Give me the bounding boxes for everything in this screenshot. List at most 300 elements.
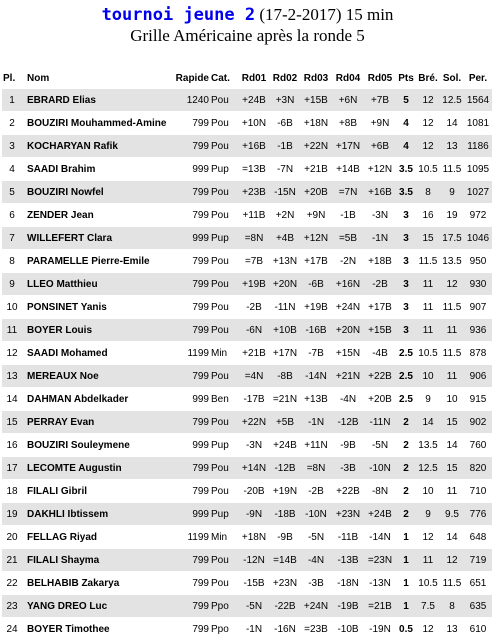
cell-name: BOUZIRI Souleymene bbox=[27, 439, 130, 451]
cell-category: Ben bbox=[211, 393, 229, 405]
cell-rd05: +15B bbox=[368, 324, 392, 336]
table-row bbox=[2, 227, 492, 250]
cell-points: 4 bbox=[403, 140, 409, 152]
table-row bbox=[2, 296, 492, 319]
table-row bbox=[2, 181, 492, 204]
cell-solkoff: 12.5 bbox=[442, 94, 462, 106]
cell-rd01: -3N bbox=[245, 439, 263, 451]
cell-points: 2.5 bbox=[399, 370, 413, 382]
cell-place: 8 bbox=[9, 255, 15, 267]
cell-category: Pou bbox=[211, 462, 229, 474]
cell-name: ZENDER Jean bbox=[27, 209, 94, 221]
cell-name: BOUZIRI Nowfel bbox=[27, 186, 104, 198]
cell-rd05: -5N bbox=[371, 439, 389, 451]
cell-solkoff: 9 bbox=[449, 186, 455, 198]
cell-solkoff: 19 bbox=[446, 209, 458, 221]
cell-rd05: -14N bbox=[369, 531, 391, 543]
cell-rd02: +23N bbox=[272, 577, 298, 589]
cell-rd03: +17B bbox=[304, 255, 328, 267]
table-row bbox=[2, 503, 492, 526]
cell-solkoff: 14 bbox=[446, 117, 458, 129]
cell-rapide: 999 bbox=[192, 508, 209, 520]
cell-rd01: +23B bbox=[242, 186, 266, 198]
cell-rd01: -12N bbox=[243, 554, 265, 566]
cell-rd03: -4N bbox=[307, 554, 325, 566]
cell-points: 2 bbox=[403, 462, 409, 474]
cell-rd05: -4B bbox=[372, 347, 388, 359]
cell-bresilien: 11 bbox=[422, 324, 434, 336]
cell-bresilien: 10.5 bbox=[418, 347, 438, 359]
cell-bresilien: 12 bbox=[422, 623, 434, 635]
cell-rd02: -18B bbox=[274, 508, 296, 520]
table-row bbox=[2, 365, 492, 388]
cell-place: 7 bbox=[9, 232, 15, 244]
cell-rd04: -10B bbox=[337, 623, 359, 635]
cell-name: FILALI Gibril bbox=[27, 485, 87, 497]
table-row bbox=[2, 480, 492, 503]
cell-place: 11 bbox=[6, 324, 18, 336]
cell-rd03: +22N bbox=[303, 140, 329, 152]
cell-place: 13 bbox=[6, 370, 18, 382]
cell-rd02: -7N bbox=[276, 163, 294, 175]
cell-performance: 710 bbox=[469, 485, 487, 497]
col-header-rapide: Rapide bbox=[175, 72, 209, 84]
cell-rd05: -2B bbox=[372, 278, 388, 290]
cell-rd05: +12N bbox=[367, 163, 393, 175]
cell-place: 22 bbox=[6, 577, 18, 589]
cell-rd05: -1N bbox=[371, 232, 389, 244]
cell-rd01: +19B bbox=[242, 278, 266, 290]
cell-performance: 820 bbox=[469, 462, 487, 474]
cell-name: PERRAY Evan bbox=[27, 416, 95, 428]
cell-place: 9 bbox=[9, 278, 15, 290]
cell-rd01: =4N bbox=[244, 370, 264, 382]
cell-place: 4 bbox=[9, 163, 15, 175]
cell-performance: 878 bbox=[469, 347, 487, 359]
cell-rd05: +24B bbox=[368, 508, 392, 520]
cell-rd01: -6N bbox=[245, 324, 263, 336]
cell-rapide: 1240 bbox=[186, 94, 209, 106]
cell-category: Ppo bbox=[211, 600, 229, 612]
cell-rd02: +5B bbox=[275, 416, 295, 428]
table-row bbox=[2, 388, 492, 411]
cell-name: SAADI Mohamed bbox=[27, 347, 108, 359]
cell-rd03: =8N bbox=[306, 462, 326, 474]
cell-name: LECOMTE Augustin bbox=[27, 462, 122, 474]
cell-name: BOUZIRI Mouhammed-Amine bbox=[27, 117, 167, 129]
cell-category: Min bbox=[211, 531, 228, 543]
cell-rd01: +16B bbox=[242, 140, 266, 152]
cell-performance: 1027 bbox=[466, 186, 490, 198]
cell-bresilien: 11 bbox=[422, 278, 434, 290]
cell-bresilien: 12 bbox=[422, 140, 434, 152]
cell-rd04: +15N bbox=[335, 347, 361, 359]
cell-solkoff: 15 bbox=[446, 416, 458, 428]
table-row bbox=[2, 273, 492, 296]
cell-rd02: -22B bbox=[274, 600, 296, 612]
cell-bresilien: 9 bbox=[425, 393, 431, 405]
cell-rd04: +24N bbox=[335, 301, 361, 313]
cell-place: 21 bbox=[6, 554, 18, 566]
cell-rd01: +24B bbox=[242, 94, 266, 106]
cell-name: DAHMAN Abdelkader bbox=[27, 393, 129, 405]
cell-name: EBRARD Elias bbox=[27, 94, 96, 106]
cell-rapide: 799 bbox=[192, 485, 209, 497]
cell-performance: 906 bbox=[469, 370, 487, 382]
cell-rd04: +8B bbox=[338, 117, 358, 129]
cell-rd02: -1B bbox=[277, 140, 293, 152]
cell-place: 20 bbox=[6, 531, 18, 543]
cell-points: 2 bbox=[403, 508, 409, 520]
tournament-name: tournoi jeune 2 bbox=[101, 5, 256, 25]
cell-rd03: -2B bbox=[308, 485, 324, 497]
cell-points: 3 bbox=[403, 278, 409, 290]
cell-category: Pou bbox=[211, 301, 229, 313]
cell-bresilien: 10 bbox=[422, 370, 434, 382]
col-header-bre: Bré. bbox=[418, 72, 438, 84]
cell-solkoff: 9.5 bbox=[445, 508, 459, 520]
cell-points: 3 bbox=[403, 232, 409, 244]
cell-place: 12 bbox=[6, 347, 18, 359]
cell-rd05: =21B bbox=[368, 600, 392, 612]
cell-rd02: +20N bbox=[272, 278, 298, 290]
table-row bbox=[2, 595, 492, 618]
cell-place: 16 bbox=[6, 439, 18, 451]
cell-rapide: 799 bbox=[192, 416, 209, 428]
cell-rapide: 799 bbox=[192, 209, 209, 221]
cell-performance: 972 bbox=[469, 209, 487, 221]
cell-rd01: =13B bbox=[242, 163, 266, 175]
cell-rd01: -2B bbox=[246, 301, 262, 313]
cell-bresilien: 9 bbox=[425, 508, 431, 520]
cell-bresilien: 10.5 bbox=[418, 163, 438, 175]
cell-bresilien: 11.5 bbox=[418, 255, 438, 267]
cell-category: Pou bbox=[211, 186, 229, 198]
cell-points: 3 bbox=[403, 301, 409, 313]
cell-rd04: +21N bbox=[335, 370, 361, 382]
cell-rd01: +22N bbox=[241, 416, 267, 428]
cell-points: 2 bbox=[403, 439, 409, 451]
cell-rd05: +9N bbox=[370, 117, 390, 129]
cell-rapide: 999 bbox=[192, 439, 209, 451]
cell-name: BOYER Timothee bbox=[27, 623, 110, 635]
cell-rd01: +11B bbox=[242, 209, 266, 221]
cell-rapide: 799 bbox=[192, 186, 209, 198]
cell-rd02: +13N bbox=[272, 255, 298, 267]
table-row bbox=[2, 434, 492, 457]
cell-category: Min bbox=[211, 347, 228, 359]
col-header-per: Per. bbox=[468, 72, 488, 84]
cell-rd04: -3B bbox=[340, 462, 356, 474]
cell-rd03: +12N bbox=[303, 232, 329, 244]
cell-solkoff: 12 bbox=[446, 278, 458, 290]
cell-name: PONSINET Yanis bbox=[27, 301, 107, 313]
cell-bresilien: 11 bbox=[422, 554, 434, 566]
cell-rd03: -6B bbox=[308, 278, 324, 290]
cell-rd02: +3N bbox=[275, 94, 295, 106]
col-header-rd03: Rd03 bbox=[303, 72, 329, 84]
cell-rd01: +14N bbox=[241, 462, 267, 474]
cell-rapide: 999 bbox=[192, 393, 209, 405]
cell-rapide: 799 bbox=[192, 140, 209, 152]
cell-rapide: 799 bbox=[192, 462, 209, 474]
header-row bbox=[2, 67, 492, 89]
cell-rd05: +17B bbox=[368, 301, 392, 313]
cell-performance: 936 bbox=[469, 324, 487, 336]
cell-name: KOCHARYAN Rafik bbox=[27, 140, 118, 152]
cell-rd03: -7B bbox=[308, 347, 324, 359]
cell-place: 15 bbox=[6, 416, 18, 428]
cell-rd04: +20N bbox=[335, 324, 361, 336]
cell-points: 3 bbox=[403, 209, 409, 221]
cell-rapide: 799 bbox=[192, 577, 209, 589]
cell-rd05: -8N bbox=[371, 485, 389, 497]
cell-rd02: +2N bbox=[275, 209, 295, 221]
cell-solkoff: 11.5 bbox=[442, 577, 462, 589]
cell-rd05: +6B bbox=[370, 140, 390, 152]
cell-bresilien: 13.5 bbox=[418, 439, 438, 451]
cell-rd05: -11N bbox=[369, 416, 391, 428]
cell-category: Pou bbox=[211, 577, 229, 589]
cell-place: 18 bbox=[6, 485, 18, 497]
table-row bbox=[2, 250, 492, 273]
col-header-rd01: Rd01 bbox=[241, 72, 267, 84]
col-header-cat: Cat. bbox=[211, 72, 230, 84]
cell-rd01: =7B bbox=[244, 255, 264, 267]
table-row bbox=[2, 135, 492, 158]
cell-points: 2 bbox=[403, 416, 409, 428]
cell-category: Pou bbox=[211, 278, 229, 290]
cell-solkoff: 8 bbox=[449, 600, 455, 612]
cell-place: 6 bbox=[9, 209, 15, 221]
cell-solkoff: 11.5 bbox=[442, 347, 462, 359]
cell-solkoff: 15 bbox=[446, 462, 458, 474]
cell-performance: 1186 bbox=[467, 140, 489, 152]
cell-rapide: 799 bbox=[192, 255, 209, 267]
cell-rd01: -15B bbox=[243, 577, 265, 589]
table-row bbox=[2, 618, 492, 641]
cell-bresilien: 12 bbox=[422, 117, 434, 129]
table-row bbox=[2, 319, 492, 342]
cell-rd04: -9B bbox=[340, 439, 356, 451]
col-header-pl: Pl. bbox=[3, 72, 16, 84]
cell-rd04: -4N bbox=[339, 393, 357, 405]
cell-performance: 719 bbox=[469, 554, 487, 566]
col-header-pts: Pts bbox=[398, 72, 414, 84]
cell-bresilien: 10.5 bbox=[418, 577, 438, 589]
cell-points: 2 bbox=[403, 485, 409, 497]
col-header-sol: Sol. bbox=[442, 72, 462, 84]
table-row bbox=[2, 572, 492, 595]
cell-rapide: 799 bbox=[192, 600, 209, 612]
cell-category: Pup bbox=[211, 508, 229, 520]
tournament-title bbox=[0, 4, 495, 25]
cell-rd01: +10N bbox=[241, 117, 267, 129]
cell-category: Pou bbox=[211, 370, 229, 382]
cell-rd04: +17N bbox=[335, 140, 361, 152]
cell-rd03: -10N bbox=[305, 508, 327, 520]
cell-rd04: +14B bbox=[336, 163, 360, 175]
cell-rd04: -11B bbox=[337, 531, 359, 543]
cell-rd03: =23B bbox=[304, 623, 328, 635]
cell-place: 3 bbox=[9, 140, 15, 152]
cell-rd04: -2N bbox=[339, 255, 357, 267]
cell-name: SAADI Brahim bbox=[27, 163, 96, 175]
cell-category: Pup bbox=[211, 439, 229, 451]
cell-solkoff: 14 bbox=[446, 531, 458, 543]
cell-name: BOYER Louis bbox=[27, 324, 93, 336]
cell-bresilien: 8 bbox=[425, 186, 431, 198]
cell-rd03: +21B bbox=[304, 163, 328, 175]
cell-bresilien: 12.5 bbox=[418, 462, 438, 474]
cell-place: 23 bbox=[6, 600, 18, 612]
cell-name: MEREAUX Noe bbox=[27, 370, 99, 382]
standings-subtitle: Grille Américaine après la ronde 5 bbox=[130, 26, 365, 45]
cell-rd05: =23N bbox=[367, 554, 393, 566]
cell-rd04: -18N bbox=[337, 577, 359, 589]
cell-rd05: -13N bbox=[369, 577, 391, 589]
cell-performance: 902 bbox=[469, 416, 487, 428]
cell-name: YANG DREO Luc bbox=[27, 600, 108, 612]
cell-rd04: -19B bbox=[337, 600, 359, 612]
cell-solkoff: 10 bbox=[446, 393, 458, 405]
cell-name: BELHABIB Zakarya bbox=[27, 577, 120, 589]
cell-rd02: -6B bbox=[277, 117, 293, 129]
cell-solkoff: 13 bbox=[446, 623, 458, 635]
cell-rd03: -1N bbox=[307, 416, 325, 428]
cell-category: Pou bbox=[211, 324, 229, 336]
cell-rapide: 799 bbox=[192, 278, 209, 290]
col-header-nom: Nom bbox=[27, 72, 50, 84]
cell-rd05: -19N bbox=[369, 623, 391, 635]
cell-solkoff: 11 bbox=[446, 485, 458, 497]
cell-performance: 651 bbox=[469, 577, 487, 589]
cell-rd01: +21B bbox=[242, 347, 266, 359]
cell-rd04: +23N bbox=[335, 508, 361, 520]
cell-rd01: -9N bbox=[245, 508, 263, 520]
cell-rd03: -5N bbox=[307, 531, 325, 543]
cell-place: 14 bbox=[6, 393, 18, 405]
cell-points: 2.5 bbox=[399, 347, 413, 359]
table-row bbox=[2, 526, 492, 549]
cell-rapide: 799 bbox=[192, 301, 209, 313]
cell-rd05: +16B bbox=[368, 186, 392, 198]
col-header-rd05: Rd05 bbox=[367, 72, 393, 84]
cell-rd03: -14N bbox=[305, 370, 327, 382]
cell-rd01: +18N bbox=[241, 531, 267, 543]
cell-category: Pou bbox=[211, 117, 229, 129]
cell-rd04: =5B bbox=[338, 232, 358, 244]
cell-rd05: +22B bbox=[368, 370, 392, 382]
cell-rd05: +20B bbox=[368, 393, 392, 405]
table-row bbox=[2, 89, 492, 112]
cell-rd05: +18B bbox=[368, 255, 392, 267]
cell-rd04: -1B bbox=[340, 209, 356, 221]
cell-place: 1 bbox=[9, 94, 15, 106]
cell-rd01: -5N bbox=[245, 600, 263, 612]
cell-rd03: +20B bbox=[304, 186, 328, 198]
cell-performance: 1046 bbox=[466, 232, 490, 244]
table-row bbox=[2, 549, 492, 572]
cell-rd02: -9B bbox=[277, 531, 293, 543]
cell-rd02: -11N bbox=[274, 301, 296, 313]
cell-category: Pou bbox=[211, 416, 229, 428]
cell-rd01: -20B bbox=[243, 485, 265, 497]
cell-points: 3.5 bbox=[399, 163, 413, 175]
table-row bbox=[2, 204, 492, 227]
cell-points: 4 bbox=[403, 117, 409, 129]
cell-bresilien: 16 bbox=[422, 209, 434, 221]
cell-rd01: -1N bbox=[245, 623, 263, 635]
cell-performance: 760 bbox=[469, 439, 487, 451]
cell-performance: 610 bbox=[469, 623, 487, 635]
cell-performance: 1081 bbox=[466, 117, 490, 129]
cell-rd04: +22B bbox=[336, 485, 360, 497]
table-row bbox=[2, 112, 492, 135]
table-row bbox=[2, 342, 492, 365]
cell-points: 1 bbox=[403, 600, 409, 612]
cell-rd02: -16N bbox=[274, 623, 296, 635]
cell-solkoff: 13 bbox=[446, 140, 458, 152]
cell-rd02: -15N bbox=[274, 186, 296, 198]
cell-rd02: +4B bbox=[275, 232, 295, 244]
cell-place: 5 bbox=[9, 186, 15, 198]
cell-rapide: 1199 bbox=[187, 531, 209, 543]
cell-name: FELLAG Riyad bbox=[27, 531, 98, 543]
cell-category: Pou bbox=[211, 94, 229, 106]
cell-performance: 907 bbox=[469, 301, 487, 313]
col-header-rd04: Rd04 bbox=[335, 72, 361, 84]
cell-bresilien: 11 bbox=[422, 301, 434, 313]
cell-rapide: 799 bbox=[192, 554, 209, 566]
cell-rd02: -8B bbox=[277, 370, 293, 382]
cell-place: 10 bbox=[6, 301, 18, 313]
cell-rd03: +19B bbox=[304, 301, 328, 313]
cell-rd01: -17B bbox=[243, 393, 265, 405]
cell-name: FILALI Shayma bbox=[27, 554, 100, 566]
cell-category: Pou bbox=[211, 554, 229, 566]
cell-place: 19 bbox=[6, 508, 18, 520]
cell-rd02: =21N bbox=[272, 393, 298, 405]
cell-rd01: =8N bbox=[244, 232, 264, 244]
cell-points: 3 bbox=[403, 255, 409, 267]
cell-performance: 648 bbox=[469, 531, 487, 543]
cell-category: Pou bbox=[211, 255, 229, 267]
cell-rapide: 799 bbox=[192, 370, 209, 382]
cell-solkoff: 11 bbox=[446, 324, 458, 336]
cell-points: 1 bbox=[403, 531, 409, 543]
cell-points: 0.5 bbox=[399, 623, 413, 635]
cell-solkoff: 11 bbox=[446, 370, 458, 382]
cell-rd05: -10N bbox=[369, 462, 391, 474]
cell-rd04: =7N bbox=[338, 186, 358, 198]
table-row bbox=[2, 411, 492, 434]
cell-rd03: -16B bbox=[305, 324, 327, 336]
cell-bresilien: 7.5 bbox=[421, 600, 435, 612]
cell-rd05: +7B bbox=[370, 94, 390, 106]
cell-name: WILLEFERT Clara bbox=[27, 232, 113, 244]
cell-solkoff: 13.5 bbox=[442, 255, 462, 267]
table-row bbox=[2, 457, 492, 480]
col-header-rd02: Rd02 bbox=[272, 72, 298, 84]
cell-name: PARAMELLE Pierre-Emile bbox=[27, 255, 150, 267]
cell-rd02: =14B bbox=[273, 554, 297, 566]
cell-category: Pup bbox=[211, 232, 229, 244]
cell-rd02: +19N bbox=[272, 485, 298, 497]
cell-bresilien: 12 bbox=[422, 94, 434, 106]
cell-solkoff: 11.5 bbox=[442, 163, 462, 175]
cell-category: Pou bbox=[211, 485, 229, 497]
